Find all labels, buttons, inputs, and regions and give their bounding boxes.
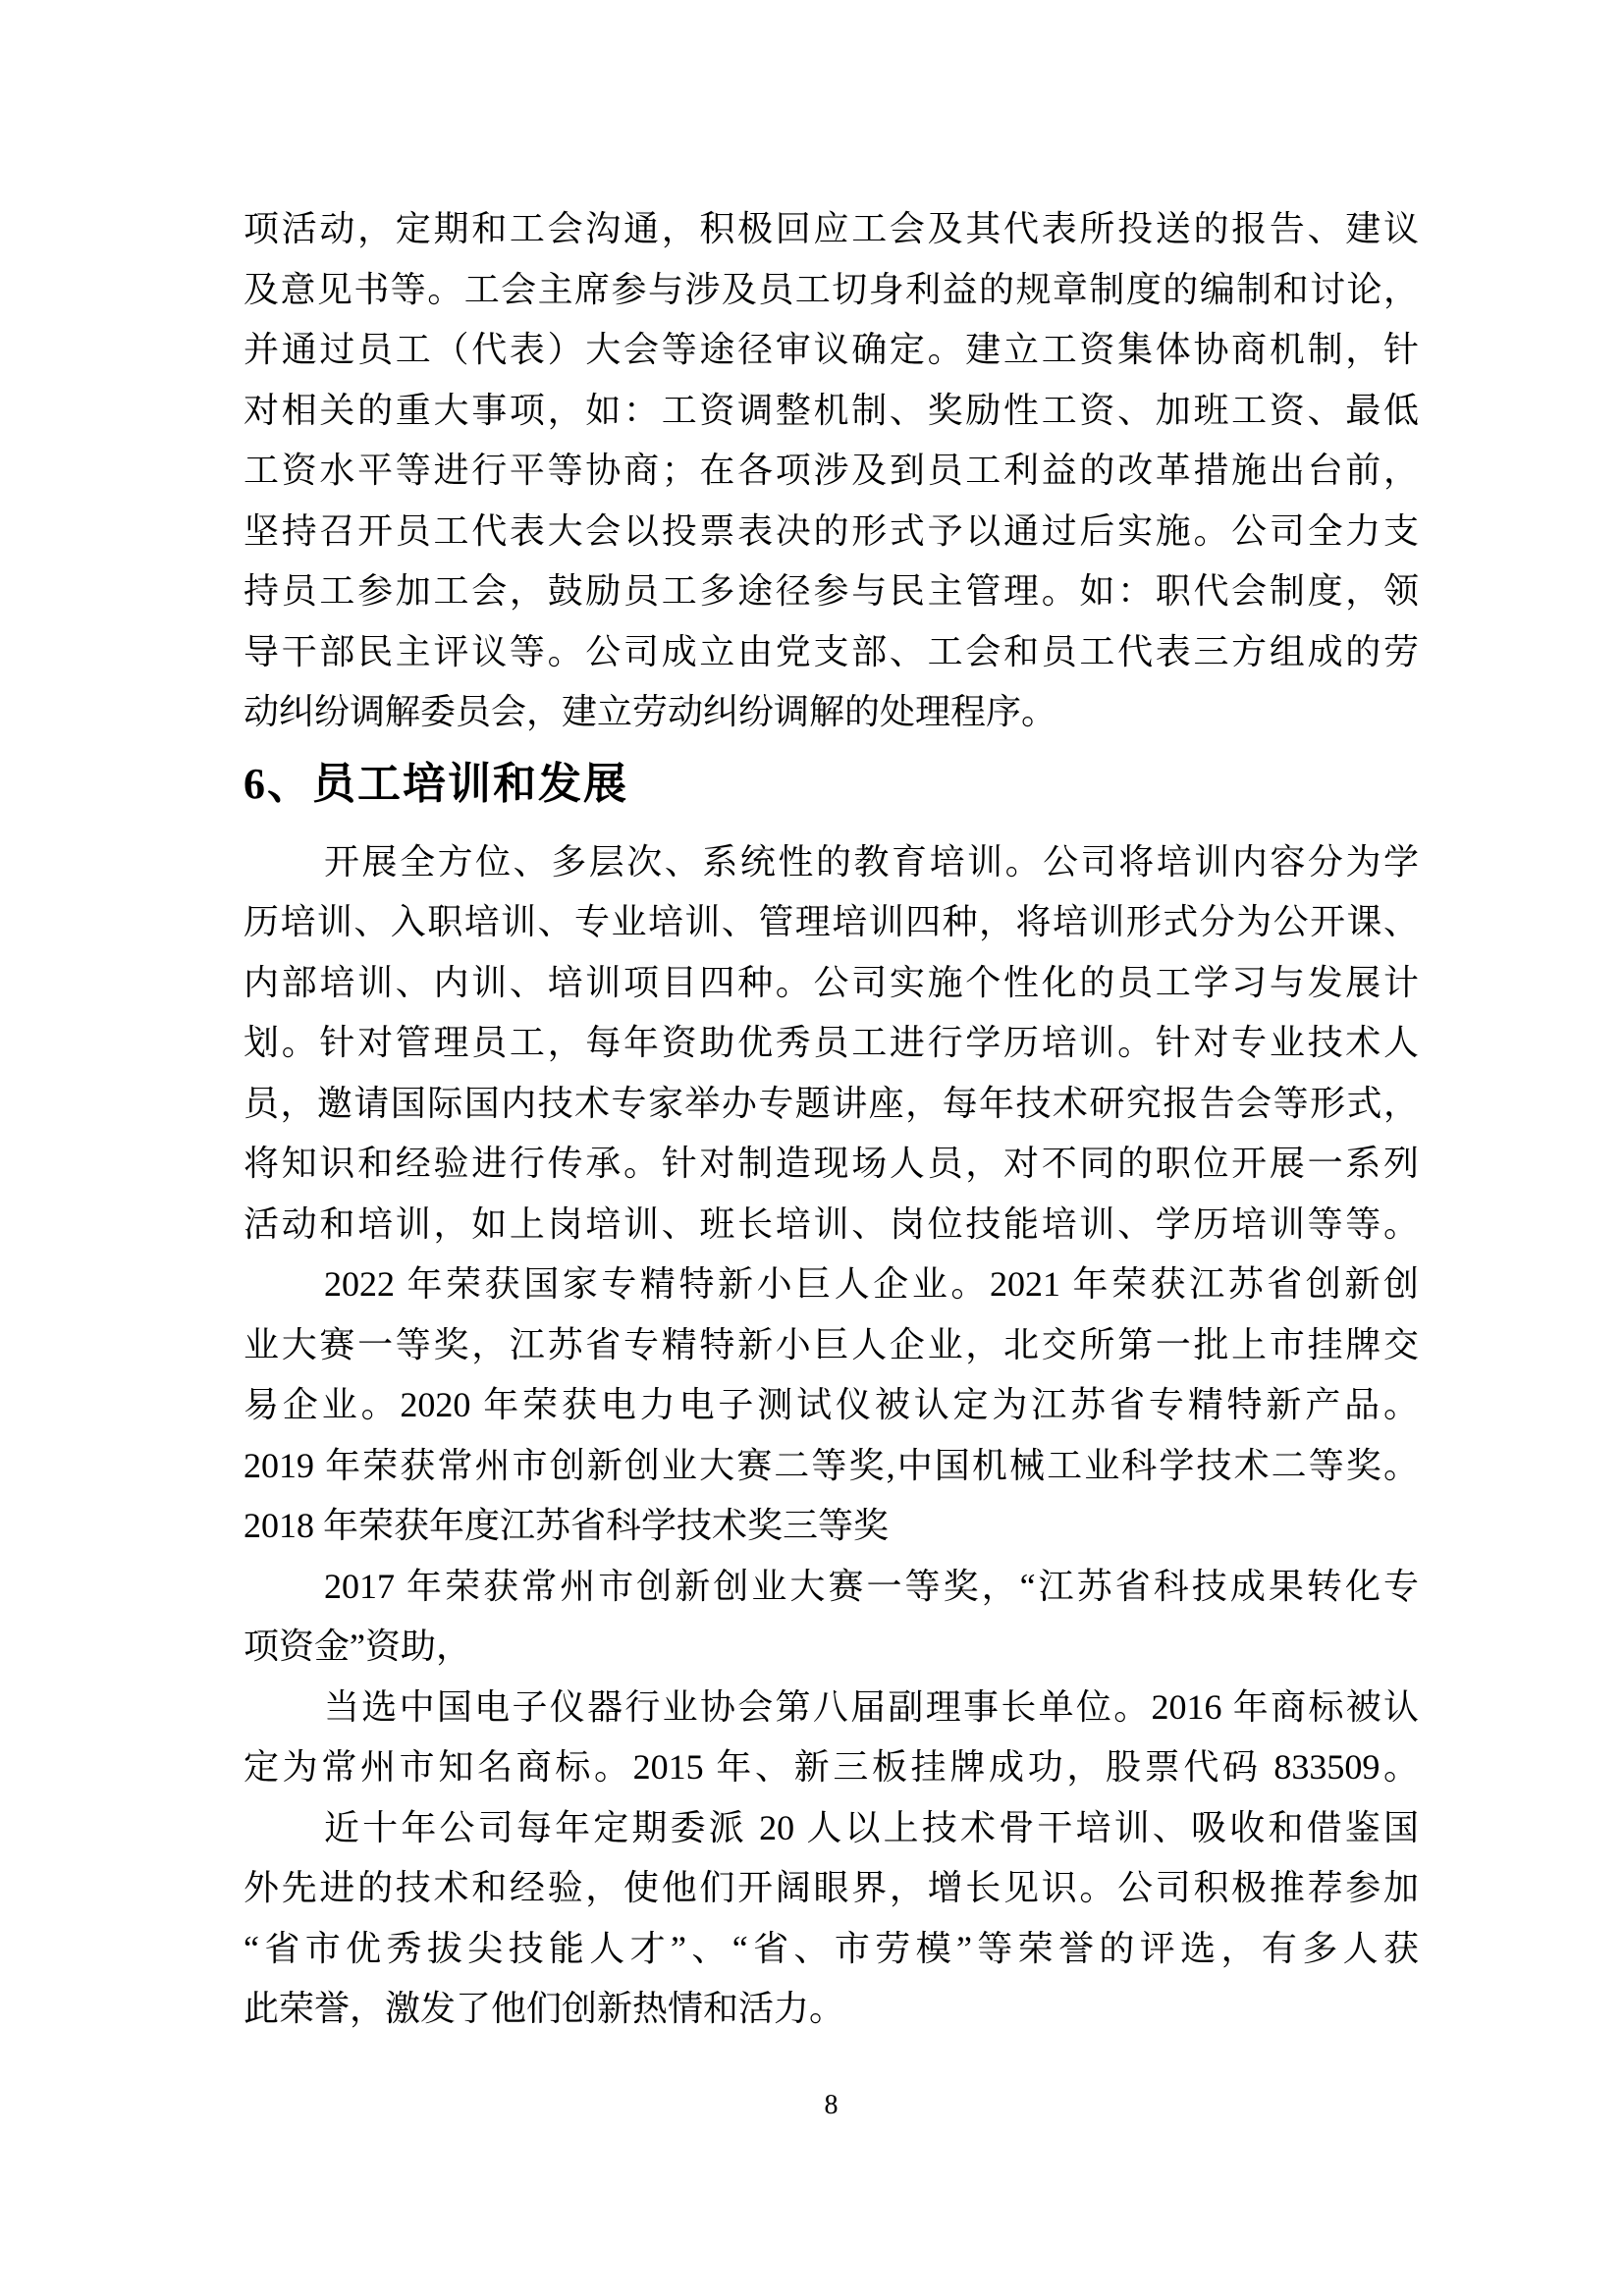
text-line: 项活动，定期和工会沟通，积极回应工会及其代表所投送的报告、建议 <box>244 209 1419 248</box>
text-line: 2018 年荣获年度江苏省科学技术奖三等奖 <box>244 1506 890 1545</box>
para-honors-2015-2016 <box>244 1678 1419 1798</box>
text-line: 项资金”资助， <box>244 1627 471 1666</box>
text-line: 2019 年荣获常州市创新创业大赛二等奖,中国机械工业科学技术二等奖。 <box>244 1445 1419 1485</box>
text-line: 并通过员工（代表）大会等途径审议确定。建立工资集体协商机制，针 <box>244 330 1419 369</box>
text-line: 外先进的技术和经验，使他们开阔眼界，增长见识。公司积极推荐参加 <box>244 1868 1419 1907</box>
para-honors-2017 <box>244 1557 1419 1678</box>
text-line: 工资水平等进行平等协商；在各项涉及到员工利益的改革措施出台前， <box>244 451 1419 490</box>
text-line: “省市优秀拔尖技能人才”、“省、市劳模”等荣誉的评选，有多人获 <box>244 1928 1419 1968</box>
page-number: 8 <box>824 2090 839 2120</box>
text-line: 2022 年荣获国家专精特新小巨人企业。2021 年荣获江苏省创新创 <box>324 1264 1419 1304</box>
text-line: 动纠纷调解委员会，建立劳动纠纷调解的处理程序。 <box>244 692 1057 731</box>
text-line: 持员工参加工会，鼓励员工多途径参与民主管理。如：职代会制度，领 <box>244 571 1419 611</box>
text-line: 划。针对管理员工，每年资助优秀员工进行学历培训。针对专业技术人 <box>244 1023 1419 1062</box>
text-line: 业大赛一等奖，江苏省专精特新小巨人企业，北交所第一批上市挂牌交 <box>244 1324 1419 1364</box>
para-honors-2018-2022 <box>244 1255 1419 1557</box>
text-line: 坚持召开员工代表大会以投票表决的形式予以通过后实施。公司全力支 <box>244 510 1419 551</box>
text-line: 开展全方位、多层次、系统性的教育培训。公司将培训内容分为学 <box>324 841 1419 881</box>
text-line: 易企业。2020 年荣获电力电子测试仪被认定为江苏省专精特新产品。 <box>244 1385 1419 1424</box>
page-content <box>244 199 1419 2040</box>
text-line: 及意见书等。工会主席参与涉及员工切身利益的规章制度的编制和讨论， <box>244 269 1419 309</box>
text-line: 导干部民主评议等。公司成立由党支部、工会和员工代表三方组成的劳 <box>244 631 1419 671</box>
text-line: 2017 年荣获常州市创新创业大赛一等奖，“江苏省科技成果转化专 <box>324 1566 1419 1606</box>
text-line: 近十年公司每年定期委派 20 人以上技术骨干培训、吸收和借鉴国 <box>324 1807 1419 1847</box>
text-line: 将知识和经验进行传承。针对制造现场人员，对不同的职位开展一系列 <box>244 1144 1419 1183</box>
text-line: 历培训、入职培训、专业培训、管理培训四种，将培训形式分为公开课、 <box>244 902 1419 941</box>
text-line: 此荣誉，激发了他们创新热情和活力。 <box>244 1989 845 2028</box>
text-line: 定为常州市知名商标。2015 年、新三板挂牌成功，股票代码 833509。 <box>244 1747 1419 1787</box>
text-line: 对相关的重大事项，如：工资调整机制、奖励性工资、加班工资、最低 <box>244 390 1419 430</box>
para-talent-development <box>244 1798 1419 2040</box>
text-line: 活动和培训，如上岗培训、班长培训、岗位技能培训、学历培训等等。 <box>244 1203 1419 1244</box>
text-line: 当选中国电子仪器行业协会第八届副理事长单位。2016 年商标被认 <box>324 1686 1419 1727</box>
text-line: 内部培训、内训、培训项目四种。公司实施个性化的员工学习与发展计 <box>244 962 1419 1002</box>
section-heading-training: 6、员工培训和发展 <box>244 759 628 808</box>
para-union-democracy <box>244 199 1419 743</box>
text-line: 员，邀请国际国内技术专家举办专题讲座，每年技术研究报告会等形式， <box>244 1083 1419 1123</box>
para-training-system <box>244 832 1419 1255</box>
